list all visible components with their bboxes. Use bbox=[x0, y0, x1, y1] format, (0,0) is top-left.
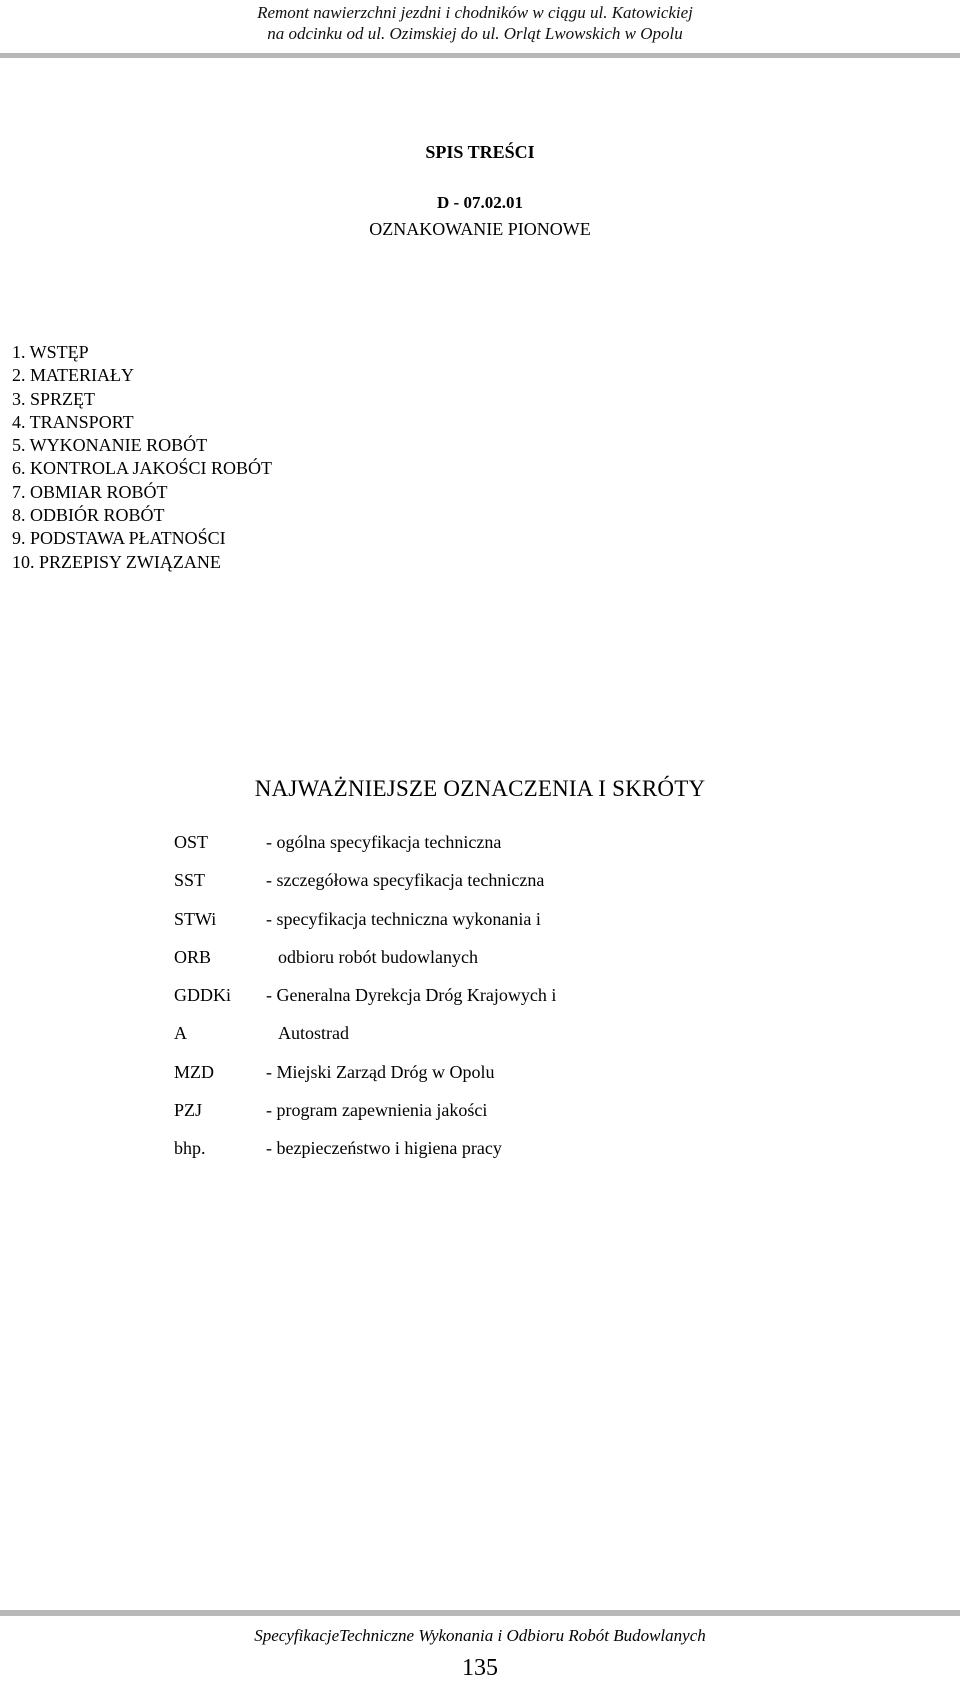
abbreviation-key: OST bbox=[174, 832, 209, 852]
toc-item: 2. MATERIAŁY bbox=[12, 365, 134, 386]
toc-item: 8. ODBIÓR ROBÓT bbox=[12, 505, 165, 526]
toc-item: 6. KONTROLA JAKOŚCI ROBÓT bbox=[12, 458, 273, 479]
abbreviation-description: Autostrad bbox=[278, 1023, 349, 1044]
page-header bbox=[0, 0, 960, 58]
abbreviation-key: bhp. bbox=[174, 1138, 206, 1159]
toc-item: 9. PODSTAWA PŁATNOŚCI bbox=[12, 528, 226, 549]
abbreviation-key: MZD bbox=[174, 1061, 214, 1082]
footer-title: SpecyfikacjeTechniczne Wykonania i Odbioru Robót Budowlanych bbox=[254, 1626, 706, 1645]
abbreviation-key: ORB bbox=[174, 946, 212, 967]
toc-item: 4. TRANSPORT bbox=[12, 411, 134, 432]
abbreviation-description: odbioru robót budowlanych bbox=[278, 946, 478, 967]
toc-item: 5. WYKONANIE ROBÓT bbox=[12, 435, 208, 456]
page-number: 135 bbox=[462, 1655, 498, 1681]
abbreviation-key: GDDKi bbox=[174, 985, 231, 1006]
abbreviation-description: - szczegółowa specyfikacja techniczna bbox=[266, 870, 545, 891]
abbreviation-description: - Miejski Zarząd Dróg w Opolu bbox=[266, 1061, 495, 1082]
abbreviation-description: - bezpieczeństwo i higiena pracy bbox=[266, 1138, 502, 1159]
abbreviation-description: - Generalna Dyrekcja Dróg Krajowych i bbox=[266, 985, 557, 1006]
toc-item: 10. PRZEPISY ZWIĄZANE bbox=[12, 551, 221, 572]
abbreviation-key: SST bbox=[174, 870, 206, 891]
abbreviation-key: A bbox=[174, 1023, 187, 1044]
abbreviation-key: STWi bbox=[174, 908, 217, 929]
toc-item: 1. WSTĘP bbox=[12, 342, 89, 362]
abbreviations-title: NAJWAŻNIEJSZE OZNACZENIA I SKRÓTY bbox=[254, 776, 706, 801]
abbreviation-key: PZJ bbox=[174, 1100, 203, 1121]
toc-item: 3. SPRZĘT bbox=[12, 388, 96, 409]
toc-item: 7. OBMIAR ROBÓT bbox=[12, 481, 168, 502]
toc-title: SPIS TREŚCI bbox=[425, 142, 535, 162]
abbreviation-description: - ogólna specyfikacja techniczna bbox=[266, 832, 502, 852]
header-title-line-2: na odcinku od ul. Ozimskiej do ul. Orląt Lwowskich w Opolu bbox=[267, 24, 683, 43]
document-code: D - 07.02.01 bbox=[437, 193, 523, 212]
document-name: OZNAKOWANIE PIONOWE bbox=[369, 219, 591, 239]
footer-divider bbox=[0, 1610, 960, 1616]
abbreviation-description: - specyfikacja techniczna wykonania i bbox=[266, 908, 541, 929]
header-title-line-1: Remont nawierzchni jezdni i chodników w ciągu ul. Katowickiej bbox=[257, 3, 693, 22]
toc-list bbox=[12, 341, 272, 574]
abbreviation-description: - program zapewnienia jakości bbox=[266, 1100, 488, 1121]
